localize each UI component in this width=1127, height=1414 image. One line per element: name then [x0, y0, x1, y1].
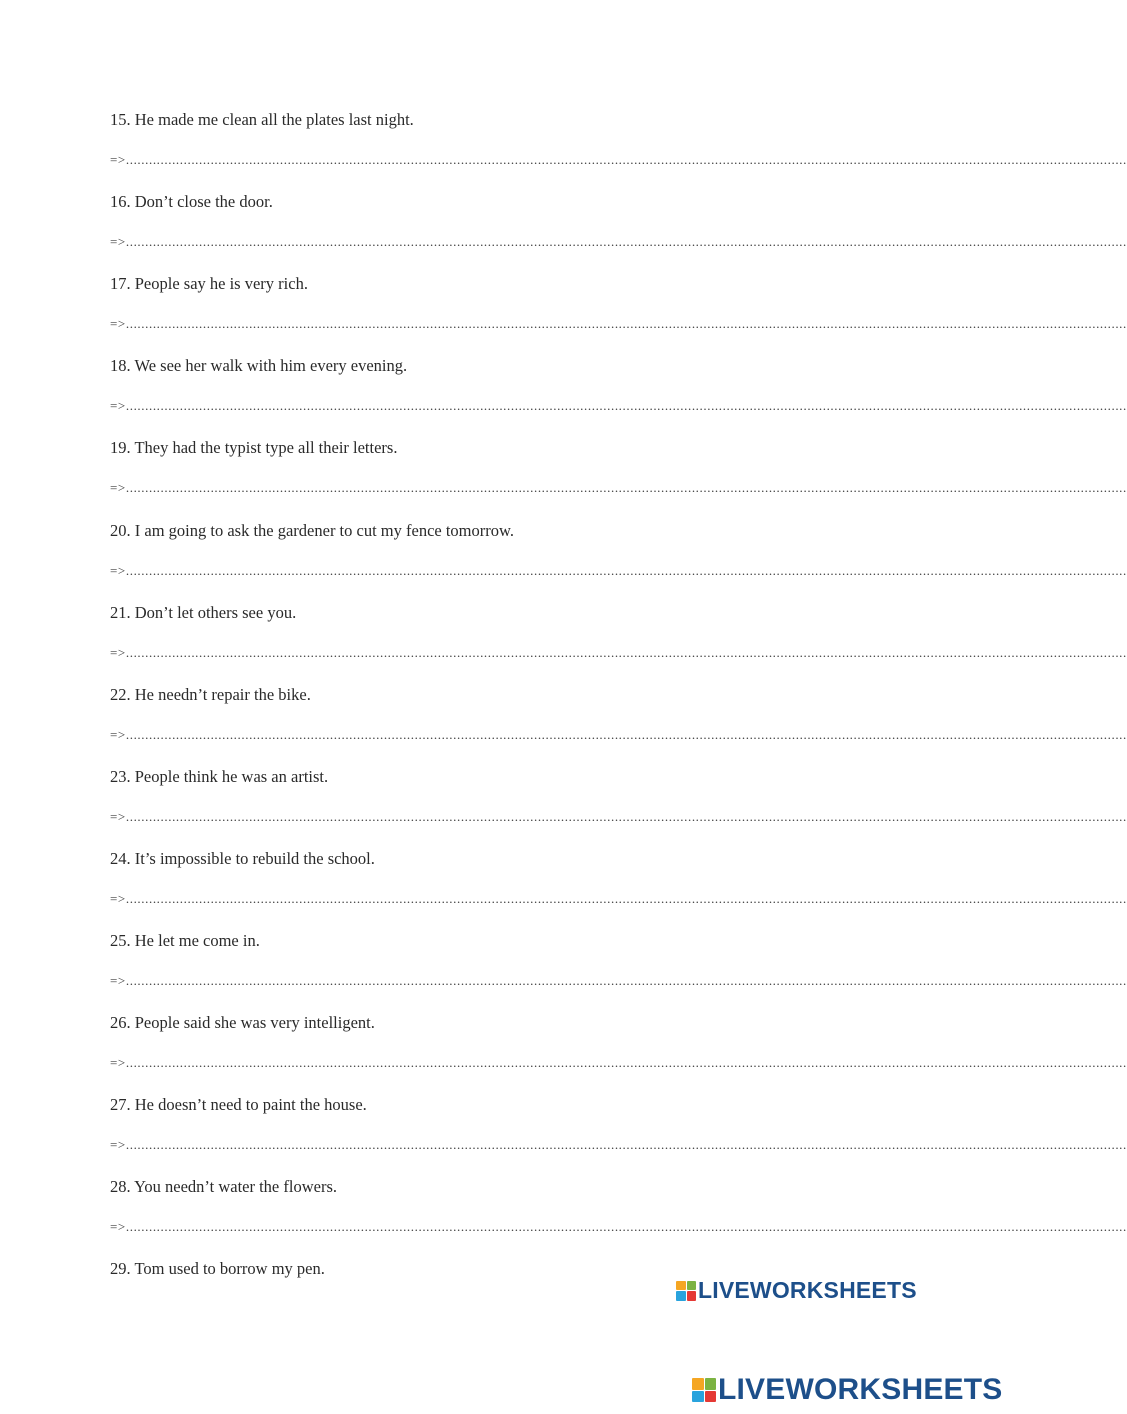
answer-line[interactable] — [110, 234, 1127, 250]
answer-dots: .................................................................................................................................................................................................................................................................... — [125, 234, 1127, 250]
liveworksheets-logo-inline — [676, 1279, 917, 1302]
question-text: 27. He doesn’t need to paint the house. — [110, 1095, 367, 1115]
answer-prefix: => — [110, 1137, 126, 1153]
question-text: 28. You needn’t water the flowers. — [110, 1177, 337, 1197]
answer-line[interactable] — [110, 480, 1127, 496]
answer-line[interactable] — [110, 726, 1127, 742]
logo-text: LIVEWORKSHEETS — [718, 1373, 1003, 1406]
answer-prefix: => — [110, 726, 126, 742]
answer-dots: .................................................................................................................................................................................................................................................................... — [125, 644, 1127, 660]
answer-dots: .................................................................................................................................................................................................................................................................... — [125, 890, 1127, 906]
answer-line[interactable] — [110, 1219, 1127, 1235]
answer-dots: .................................................................................................................................................................................................................................................................... — [125, 316, 1127, 332]
answer-dots: .................................................................................................................................................................................................................................................................... — [125, 398, 1127, 414]
answer-prefix: => — [110, 152, 126, 167]
answer-prefix: => — [110, 1219, 126, 1235]
liveworksheets-icon — [676, 1281, 696, 1301]
answer-line[interactable] — [110, 316, 1127, 332]
question-text: 18. We see her walk with him every evening. — [110, 356, 408, 376]
answer-dots: .................................................................................................................................................................................................................................................................... — [125, 152, 1127, 167]
liveworksheets-icon — [692, 1378, 716, 1402]
answer-line[interactable] — [110, 398, 1127, 414]
answer-dots: .................................................................................................................................................................................................................................................................... — [125, 1055, 1127, 1071]
answer-dots: .................................................................................................................................................................................................................................................................... — [125, 726, 1127, 742]
answer-line[interactable] — [110, 890, 1127, 906]
answer-prefix: => — [110, 316, 126, 332]
question-text: 29. Tom used to borrow my pen. — [110, 1259, 325, 1279]
question-text: 17. People say he is very rich. — [110, 274, 308, 294]
question-text: 21. Don’t let others see you. — [110, 602, 297, 622]
answer-prefix: => — [110, 808, 126, 824]
answer-prefix: => — [110, 480, 126, 496]
answer-prefix: => — [110, 890, 126, 906]
question-text: 24. It’s impossible to rebuild the school. — [110, 848, 375, 868]
question-text: 22. He needn’t repair the bike. — [110, 684, 311, 704]
logo-text: LIVEWORKSHEETS — [698, 1277, 917, 1303]
answer-line[interactable] — [110, 973, 1127, 988]
answer-prefix: => — [110, 1055, 126, 1071]
answer-dots: .................................................................................................................................................................................................................................................................... — [125, 1219, 1127, 1235]
answer-prefix: => — [110, 398, 126, 414]
answer-line[interactable] — [110, 1137, 1127, 1153]
answer-prefix: => — [110, 644, 126, 660]
question-text: 25. He let me come in. — [110, 931, 260, 950]
answer-dots: .................................................................................................................................................................................................................................................................... — [125, 562, 1127, 578]
question-text: 19. They had the typist type all their letters. — [110, 438, 398, 458]
answer-line[interactable] — [110, 808, 1127, 824]
liveworksheets-logo-footer — [692, 1375, 1003, 1405]
answer-line[interactable] — [110, 562, 1127, 578]
answer-prefix: => — [110, 562, 126, 578]
answer-line[interactable] — [110, 1055, 1127, 1071]
answer-prefix: => — [110, 234, 126, 250]
answer-line[interactable] — [110, 644, 1127, 660]
question-text: 26. People said she was very intelligent. — [110, 1013, 375, 1033]
answer-dots: .................................................................................................................................................................................................................................................................... — [125, 1137, 1127, 1153]
answer-prefix: => — [110, 973, 126, 988]
question-text: 16. Don’t close the door. — [110, 192, 273, 212]
question-text: 15. He made me clean all the plates last night. — [110, 110, 414, 129]
question-text: 23. People think he was an artist. — [110, 766, 329, 786]
answer-line[interactable] — [110, 152, 1127, 167]
answer-dots: .................................................................................................................................................................................................................................................................... — [125, 480, 1127, 496]
question-text: 20. I am going to ask the gardener to cut my fence tomorrow. — [110, 520, 514, 540]
answer-dots: .................................................................................................................................................................................................................................................................... — [125, 973, 1127, 988]
answer-dots: .................................................................................................................................................................................................................................................................... — [125, 808, 1127, 824]
